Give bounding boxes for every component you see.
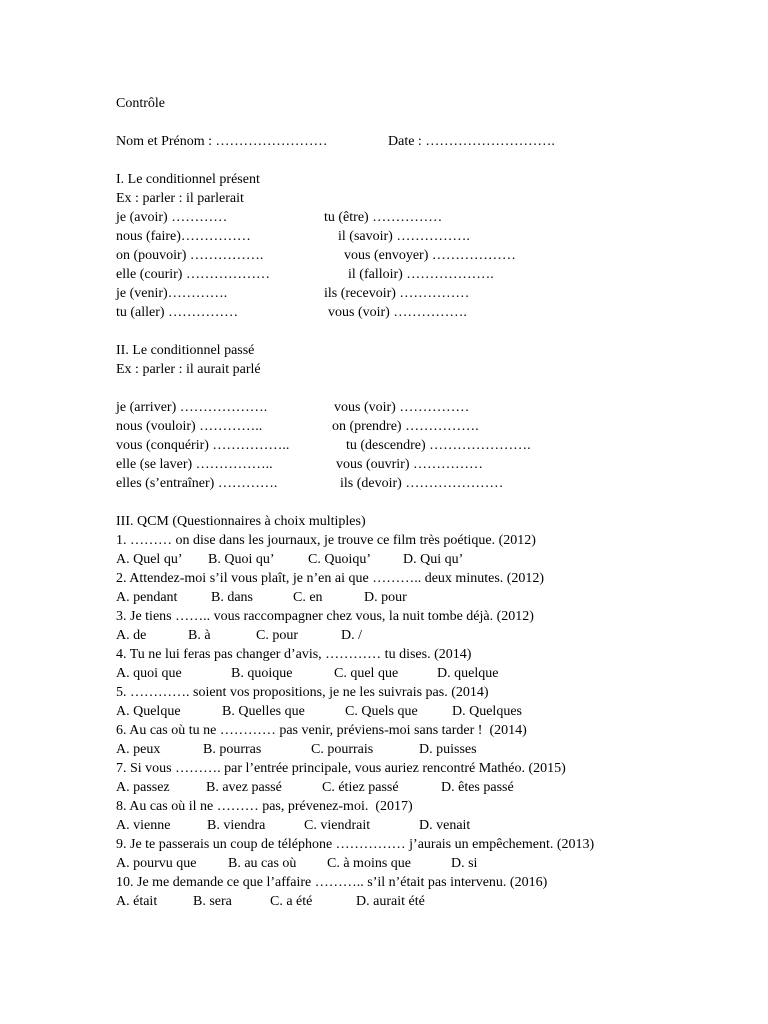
question-6-option-b: B. pourras bbox=[203, 742, 262, 757]
s1-row-6-left: tu (aller) …………… bbox=[116, 305, 239, 320]
question-4-option-b: B. quoique bbox=[231, 666, 293, 681]
question-2-option-d: D. pour bbox=[364, 590, 407, 605]
question-8-option-b: B. viendra bbox=[207, 818, 266, 833]
document-title: Contrôle bbox=[116, 96, 165, 111]
s2-row-3-right: tu (descendre) …………………. bbox=[346, 438, 531, 453]
question-9-text: 9. Je te passerais un coup de téléphone …………… j’aurais un empêchement. (2013) bbox=[116, 837, 595, 852]
s1-row-6-right: vous (voir) ……………. bbox=[328, 305, 467, 320]
question-1-option-c: C. Quoiqu’ bbox=[308, 552, 371, 567]
question-6-text: 6. Au cas où tu ne ………… pas venir, préviens-moi sans tarder ! (2014) bbox=[116, 723, 527, 738]
s1-row-2-left: nous (faire)…………… bbox=[116, 229, 251, 244]
question-6-option-d: D. puisses bbox=[419, 742, 477, 757]
question-10-option-d: D. aurait été bbox=[356, 894, 425, 909]
name-field-label: Nom et Prénom : …………………… bbox=[116, 134, 328, 149]
question-9-option-c: C. à moins que bbox=[327, 856, 411, 871]
s1-row-1-right: tu (être) …………… bbox=[324, 210, 443, 225]
question-4-option-d: D. quelque bbox=[437, 666, 499, 681]
s2-row-2-right: on (prendre) ……………. bbox=[332, 419, 479, 434]
question-2-option-c: C. en bbox=[293, 590, 323, 605]
question-7-option-c: C. étiez passé bbox=[322, 780, 399, 795]
question-3-option-a: A. de bbox=[116, 628, 147, 643]
s1-row-5-left: je (venir)…………. bbox=[116, 286, 228, 301]
question-4-text: 4. Tu ne lui feras pas changer d’avis, ………… tu dises. (2014) bbox=[116, 647, 472, 662]
question-4-option-c: C. quel que bbox=[334, 666, 399, 681]
question-7-text: 7. Si vous ………. par l’entrée principale, vous auriez rencontré Mathéo. (2015) bbox=[116, 761, 566, 776]
question-6-option-a: A. peux bbox=[116, 742, 161, 757]
question-7-option-b: B. avez passé bbox=[206, 780, 282, 795]
question-9-option-d: D. si bbox=[451, 856, 478, 871]
question-10-option-a: A. était bbox=[116, 894, 158, 909]
s2-row-1-right: vous (voir) …………… bbox=[334, 400, 470, 415]
question-5-option-a: A. Quelque bbox=[116, 704, 181, 719]
section-2-heading: II. Le conditionnel passé bbox=[116, 343, 255, 358]
question-8-option-a: A. vienne bbox=[116, 818, 171, 833]
s1-row-4-right: il (falloir) ………………. bbox=[348, 267, 494, 282]
s1-row-1-left: je (avoir) ………… bbox=[116, 210, 228, 225]
question-1-option-a: A. Quel qu’ bbox=[116, 552, 183, 567]
s2-row-2-left: nous (vouloir) ………….. bbox=[116, 419, 263, 434]
section-1-example: Ex : parler : il parlerait bbox=[116, 191, 244, 206]
s2-row-1-left: je (arriver) ………………. bbox=[116, 400, 268, 415]
s1-row-5-right: ils (recevoir) …………… bbox=[324, 286, 470, 301]
question-10-text: 10. Je me demande ce que l’affaire ……….. s’il n’était pas intervenu. (2016) bbox=[116, 875, 548, 890]
question-1-option-d: D. Qui qu’ bbox=[403, 552, 464, 567]
question-1-text: 1. ……… on dise dans les journaux, je trouve ce film très poétique. (2012) bbox=[116, 533, 536, 548]
question-5-option-c: C. Quels que bbox=[345, 704, 418, 719]
question-8-option-d: D. venait bbox=[419, 818, 471, 833]
question-9-option-a: A. pourvu que bbox=[116, 856, 197, 871]
s1-row-3-left: on (pouvoir) ……………. bbox=[116, 248, 264, 263]
section-3-heading: III. QCM (Questionnaires à choix multiples) bbox=[116, 514, 366, 529]
question-8-text: 8. Au cas où il ne ……… pas, prévenez-moi. (2017) bbox=[116, 799, 413, 814]
s1-row-3-right: vous (envoyer) ……………… bbox=[344, 248, 516, 263]
question-3-text: 3. Je tiens …….. vous raccompagner chez vous, la nuit tombe déjà. (2012) bbox=[116, 609, 534, 624]
date-field-label: Date : ………………………. bbox=[388, 134, 555, 149]
section-2-example: Ex : parler : il aurait parlé bbox=[116, 362, 261, 377]
question-8-option-c: C. viendrait bbox=[304, 818, 371, 833]
question-3-option-c: C. pour bbox=[256, 628, 298, 643]
question-10-option-b: B. sera bbox=[193, 894, 232, 909]
question-2-text: 2. Attendez-moi s’il vous plaît, je n’en ai que ……….. deux minutes. (2012) bbox=[116, 571, 545, 586]
section-1-heading: I. Le conditionnel présent bbox=[116, 172, 260, 187]
question-10-option-c: C. a été bbox=[270, 894, 313, 909]
question-7-option-d: D. êtes passé bbox=[441, 780, 514, 795]
s2-row-3-left: vous (conquérir) …………….. bbox=[116, 438, 290, 453]
s1-row-2-right: il (savoir) ……………. bbox=[338, 229, 470, 244]
question-2-option-a: A. pendant bbox=[116, 590, 178, 605]
question-5-text: 5. …………. soient vos propositions, je ne les suivrais pas. (2014) bbox=[116, 685, 489, 700]
question-1-option-b: B. Quoi qu’ bbox=[208, 552, 275, 567]
question-2-option-b: B. dans bbox=[211, 590, 253, 605]
s2-row-4-right: vous (ouvrir) …………… bbox=[336, 457, 483, 472]
question-3-option-b: B. à bbox=[188, 628, 211, 643]
question-5-option-d: D. Quelques bbox=[452, 704, 522, 719]
s2-row-5-right: ils (devoir) ………………… bbox=[340, 476, 504, 491]
s2-row-4-left: elle (se laver) …………….. bbox=[116, 457, 273, 472]
question-4-option-a: A. quoi que bbox=[116, 666, 182, 681]
s1-row-4-left: elle (courir) ……………… bbox=[116, 267, 270, 282]
question-9-option-b: B. au cas où bbox=[228, 856, 297, 871]
question-5-option-b: B. Quelles que bbox=[222, 704, 305, 719]
question-3-option-d: D. / bbox=[341, 628, 362, 643]
question-6-option-c: C. pourrais bbox=[311, 742, 374, 757]
s2-row-5-left: elles (s’entraîner) …………. bbox=[116, 476, 278, 491]
question-7-option-a: A. passez bbox=[116, 780, 170, 795]
